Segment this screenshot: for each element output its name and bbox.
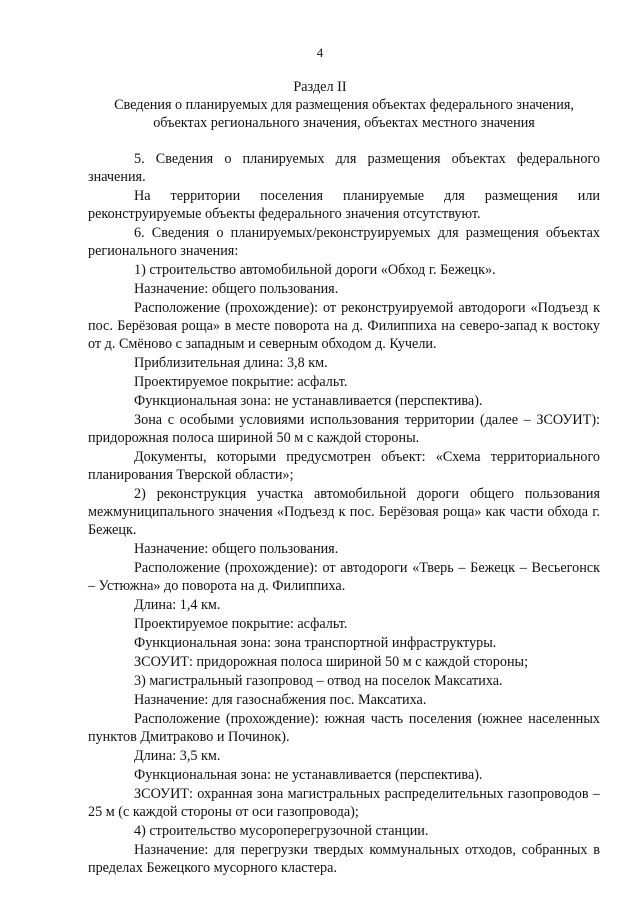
paragraph: Назначение: общего пользования.: [134, 541, 339, 557]
page-number: 4: [316, 45, 324, 60]
paragraph: 4) строительство мусороперегрузочной станции.: [134, 823, 429, 839]
paragraph: Расположение (прохождение): от автодороги «Тверь – Бежецк – Весьегонск – Устюжна» до поворота на д. Филиппиха.: [88, 560, 600, 594]
paragraph: Назначение: общего пользования.: [134, 281, 339, 297]
paragraph: 5. Сведения о планируемых для размещения объектах федерального значения.: [88, 151, 600, 185]
paragraph: Расположение (прохождение): от реконструируемой автодороги «Подъезд к пос. Берёзовая роща» в месте поворота на д. Филиппиха на северо-запад к востоку от д. Смёново с западным и северным обходом д. Кучели.: [88, 300, 600, 352]
paragraph: ЗСОУИТ: придорожная полоса шириной 50 м с каждой стороны;: [134, 654, 529, 670]
paragraph: Зона с особыми условиями использования территории (далее – ЗСОУИТ): придорожная полоса шириной 50 м с каждой стороны.: [88, 412, 600, 446]
paragraph: ЗСОУИТ: охранная зона магистральных распределительных газопроводов – 25 м (с каждой стороны от оси газопровода);: [88, 786, 600, 820]
paragraph: Приблизительная длина: 3,8 км.: [134, 355, 328, 371]
paragraph: Длина: 3,5 км.: [134, 748, 221, 764]
paragraph: Длина: 1,4 км.: [134, 597, 221, 613]
paragraph: Функциональная зона: не устанавливается (перспектива).: [134, 767, 483, 783]
paragraph: 6. Сведения о планируемых/реконструируемых для размещения объектах регионального значения:: [88, 225, 600, 259]
section-subtitle: Сведения о планируемых для размещения объектах федерального значения, объектах регионального значения, объектах местного значения: [114, 97, 574, 131]
paragraph: Назначение: для газоснабжения пос. Максатиха.: [134, 692, 427, 708]
section-title: Раздел II: [293, 79, 347, 95]
paragraph: На территории поселения планируемые для размещения или реконструируемые объекты федерального значения отсутствуют.: [88, 188, 600, 222]
paragraph: 1) строительство автомобильной дороги «Обход г. Бежецк».: [134, 262, 496, 278]
paragraph: Документы, которыми предусмотрен объект: «Схема территориального планирования Тверской области»;: [88, 449, 600, 483]
paragraph: Расположение (прохождение): южная часть поселения (южнее населенных пунктов Дмитраково и Починок).: [88, 711, 600, 745]
paragraph: Проектируемое покрытие: асфальт.: [134, 616, 348, 632]
paragraph: Функциональная зона: зона транспортной инфраструктуры.: [134, 635, 497, 651]
paragraph: Проектируемое покрытие: асфальт.: [134, 374, 348, 390]
document-body: [88, 150, 600, 877]
paragraph: 3) магистральный газопровод – отвод на поселок Максатиха.: [134, 673, 503, 689]
paragraph: Назначение: для перегрузки твердых коммунальных отходов, собранных в пределах Бежецкого мусорного кластера.: [88, 842, 600, 876]
paragraph: 2) реконструкция участка автомобильной дороги общего пользования межмуниципального значения «Подъезд к пос. Берёзовая роща» как части обхода г. Бежецк.: [88, 486, 600, 538]
paragraph: Функциональная зона: не устанавливается (перспектива).: [134, 393, 483, 409]
